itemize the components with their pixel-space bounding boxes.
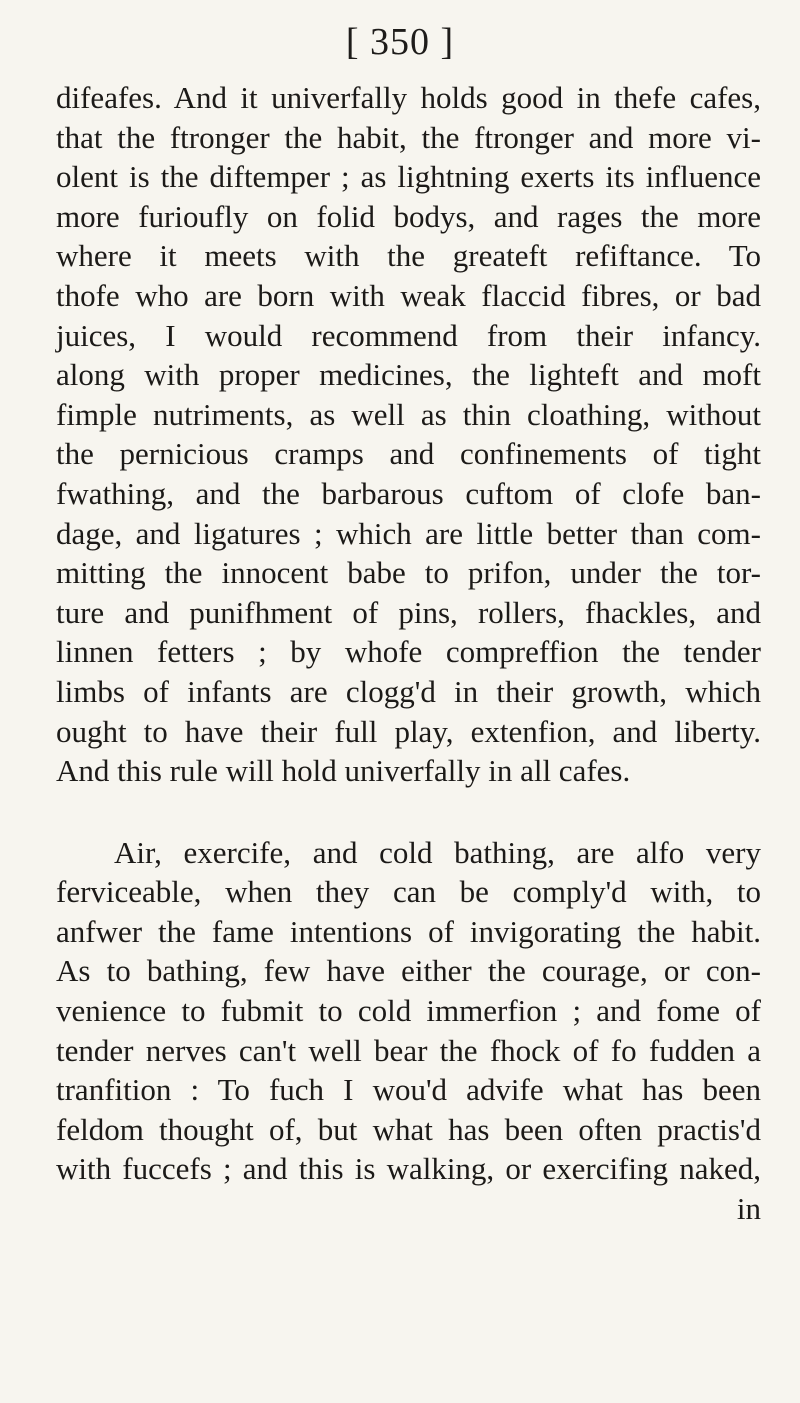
- body-text: [56, 78, 761, 1229]
- page-number: [ 350 ]: [345, 21, 455, 63]
- text-line: tender nerves can't well bear the fhock of fo fudden a: [56, 1032, 761, 1068]
- text-line: linnen fetters ; by whofe compreffion the tender: [56, 634, 761, 670]
- text-line: along with proper medicines, the lighteft and moft: [56, 357, 761, 393]
- text-line: olent is the diftemper ; as lightning exerts its influence: [56, 159, 761, 195]
- text-line: ferviceable, when they can be comply'd with, to: [56, 874, 761, 910]
- text-line: fimple nutriments, as well as thin cloathing, without: [56, 396, 761, 432]
- text-line: more furioufly on folid bodys, and rages the more: [56, 198, 761, 234]
- text-line: juices, I would recommend from their infancy.: [56, 317, 761, 353]
- text-line: where it meets with the greateft refiftance. To: [56, 238, 761, 274]
- text-line: the pernicious cramps and confinements of tight: [56, 436, 761, 472]
- text-line: with fuccefs ; and this is walking, or exercifing naked,: [56, 1151, 761, 1187]
- text-line: Air, exercife, and cold bathing, are alfo very: [114, 834, 761, 870]
- catchword: in: [736, 1191, 761, 1227]
- text-line: ought to have their full play, extenfion, and liberty.: [56, 713, 761, 749]
- text-line: thofe who are born with weak flaccid fibres, or bad: [56, 277, 761, 313]
- paragraph-gap: [56, 791, 761, 833]
- text-line: mitting the innocent babe to prifon, under the tor-: [56, 555, 761, 591]
- text-line: As to bathing, few have either the courage, or con-: [56, 953, 761, 989]
- paragraph-2: [56, 833, 761, 1189]
- text-line: feldom thought of, but what has been often practis'd: [56, 1111, 761, 1147]
- text-line: fwathing, and the barbarous cuftom of clofe ban-: [56, 475, 761, 511]
- paragraph-1: [56, 78, 761, 791]
- text-line: dage, and ligatures ; which are little better than com-: [56, 515, 761, 551]
- text-line: that the ftronger the habit, the ftronger and more vi-: [56, 119, 761, 155]
- text-line: anfwer the fame intentions of invigorating the habit.: [56, 913, 761, 949]
- text-line: tranfition : To fuch I wou'd advife what has been: [56, 1072, 761, 1108]
- text-line: ture and punifhment of pins, rollers, fhackles, and: [56, 594, 761, 630]
- text-line: And this rule will hold univerfally in all cafes.: [56, 753, 631, 789]
- text-line: venience to fubmit to cold immerfion ; and fome of: [56, 993, 761, 1029]
- text-line: limbs of infants are clogg'd in their growth, which: [56, 673, 761, 709]
- text-line: difeafes. And it univerfally holds good in thefe cafes,: [56, 80, 761, 115]
